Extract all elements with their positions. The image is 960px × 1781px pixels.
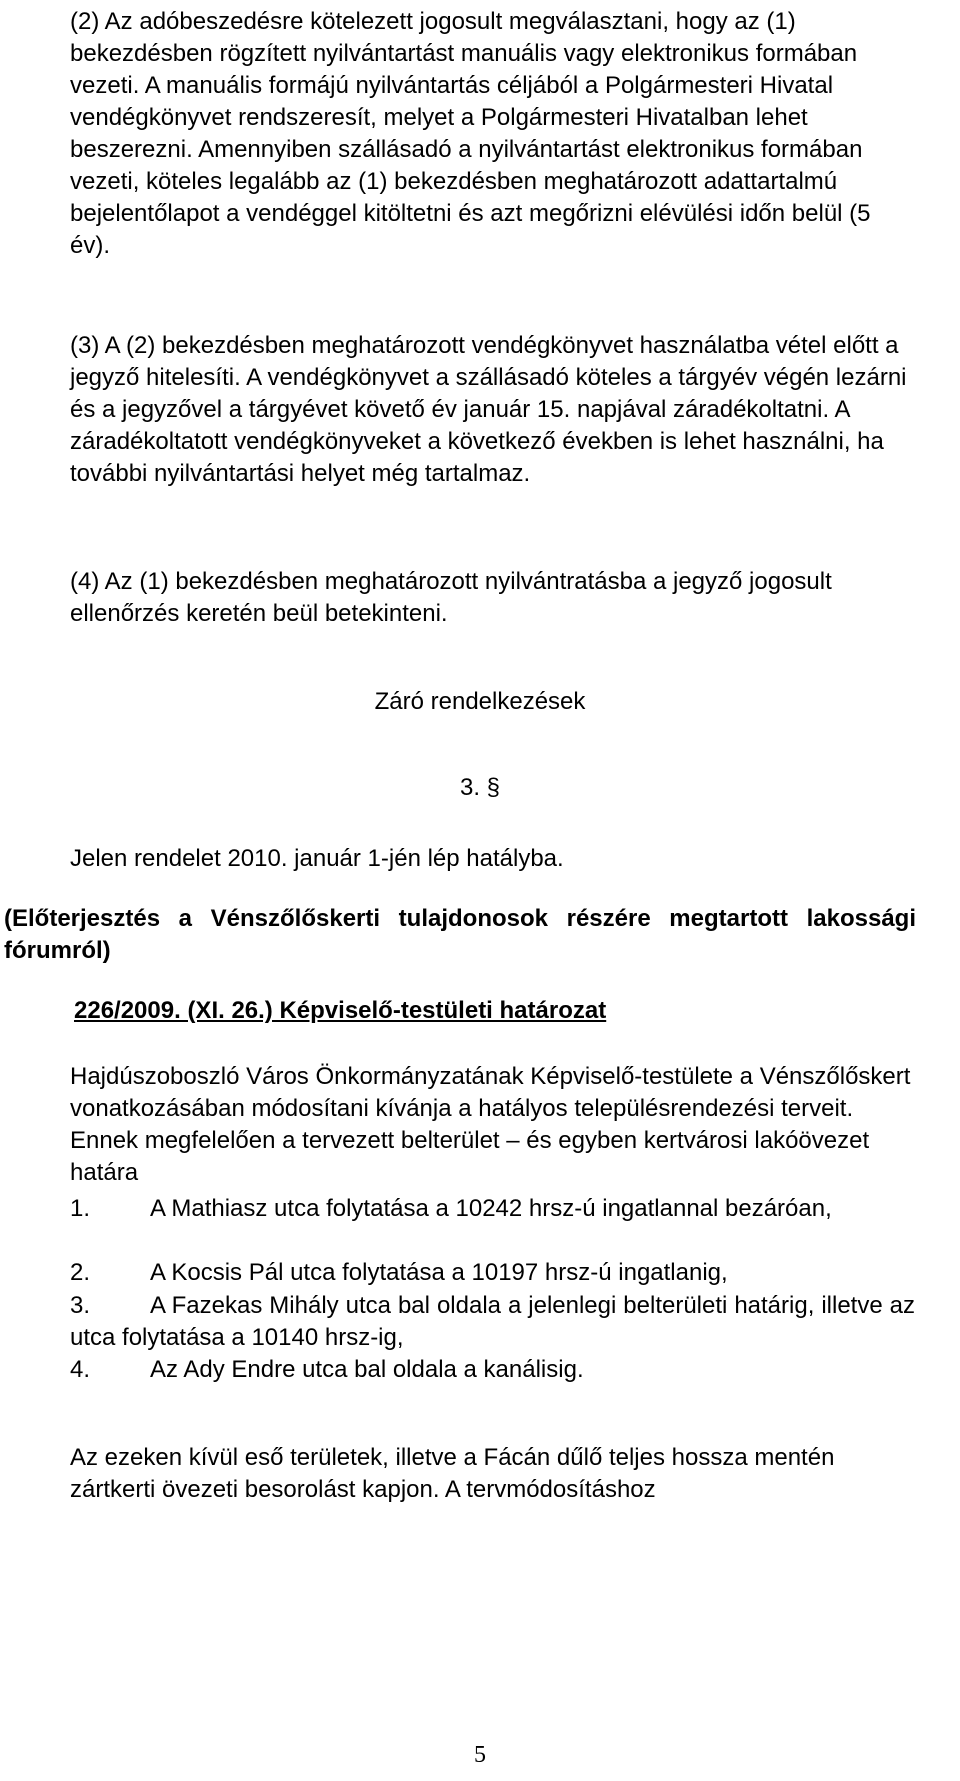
list-item-text: A Mathiasz utca folytatása a 10242 hrsz-ú ingatlannal bezáróan, (150, 1195, 832, 1222)
list-item-number: 2. (70, 1259, 91, 1286)
list-item-number: 4. (70, 1356, 91, 1383)
paragraph-4: (4) Az (1) bekezdésben meghatározott nyilvántratásba a jegyző jogosult ellenőrzés keretén beül betekinteni. (70, 568, 832, 627)
list-item-text: Az Ady Endre utca bal oldala a kanálisig. (150, 1356, 584, 1383)
forum-note: (Előterjesztés a Vénszőlőskerti tulajdonosok részére megtartott lakossági fórumról) (4, 905, 916, 964)
section-number: 3. § (459, 774, 501, 801)
list-item-text: A Kocsis Pál utca folytatása a 10197 hrsz-ú ingatlanig, (150, 1259, 728, 1286)
page-number: 5 (474, 1742, 486, 1768)
list-item-number: 1. (70, 1195, 91, 1222)
closing-heading: Záró rendelkezések (374, 688, 586, 715)
paragraph-3: (3) A (2) bekezdésben meghatározott vendégkönyvet használatba vétel előtt a jegyző hitelesíti. A vendégkönyvet a szállásadó köteles a tárgyév végén lezárni és a jegyzővel a tárgyévet követő év január 15. napjával záradékoltatni. A záradékoltatott vendégkönyveket a következő években is lehet használni, ha további nyilvántartási helyet még tartalmaz. (70, 332, 907, 487)
list-item-number: 3. (70, 1292, 91, 1319)
paragraph-2: (2) Az adóbeszedésre kötelezett jogosult megválasztani, hogy az (1) bekezdésben rögzített nyilvántartást manuális vagy elektronikus formában vezeti. A manuális formájú nyilvántartás céljából a Polgármesteri Hivatal vendégkönyvet rendszeresít, melyet a Polgármesteri Hivatalban lehet beszerezni. Amennyiben szállásadó a nyilvántartást elektronikus formában vezeti, köteles legalább az (1) bekezdésben meghatározott adattartalmú bejelentőlapot a vendéggel kitöltetni és azt megőrizni elévülési időn belül (5 év). (70, 8, 871, 259)
closing-paragraph: Az ezeken kívül eső területek, illetve a Fácán dűlő teljes hossza mentén zártkerti övezeti besorolást kapjon. A tervmódosításhoz (70, 1444, 835, 1503)
list-item-text: A Fazekas Mihály utca bal oldala a jelenlegi belterületi határig, illetve az utca folytatása a 10140 hrsz-ig, (70, 1292, 915, 1351)
list-item (70, 1354, 915, 1386)
list-item (70, 1257, 915, 1289)
effective-date: Jelen rendelet 2010. január 1-jén lép hatályba. (70, 845, 564, 872)
list-item (70, 1290, 915, 1354)
decision-intro: Hajdúszoboszló Város Önkormányzatának Képviselő-testülete a Vénszőlőskert vonatkozásában módosítani kívánja a hatályos településrendezési terveit. Ennek megfelelően a tervezett belterület – és egyben kertvárosi lakóövezet határa (70, 1063, 911, 1186)
decision-title: 226/2009. (XI. 26.) Képviselő-testületi határozat (74, 997, 607, 1024)
list-item (70, 1193, 915, 1225)
